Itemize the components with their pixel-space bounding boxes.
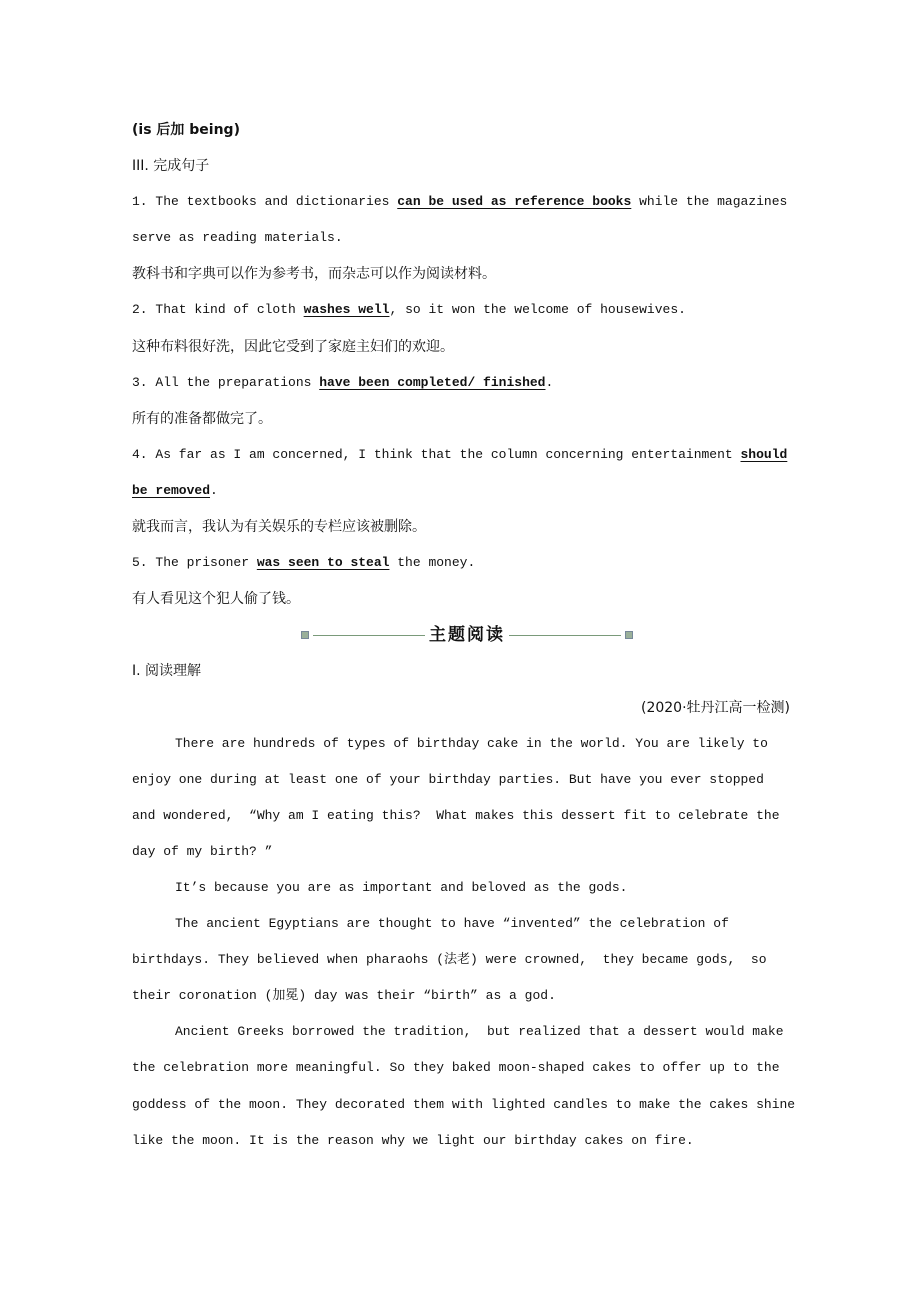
divider (509, 635, 621, 636)
answer: should (740, 446, 788, 462)
answer: can be used as reference books (397, 194, 632, 210)
text: . (210, 482, 218, 498)
text: the money. (389, 555, 476, 571)
passage-line: birthdays. They believed when pharaohs (法老) were crowned, they became gods, so (132, 952, 767, 968)
item-4-line-1 (132, 437, 802, 473)
answer: be removed (132, 482, 211, 498)
text: 3. All the preparations (132, 374, 320, 390)
answer: washes well (303, 302, 390, 318)
section-heading: III. 完成句子 (132, 158, 210, 175)
passage-line: enjoy one during at least one of your birthday parties. But have you ever stopped (132, 771, 764, 787)
divider (313, 635, 425, 636)
item-3-translation: 所有的准备都做完了。 (132, 410, 272, 427)
item-3 (132, 365, 802, 401)
banner-title: 主题阅读 (429, 625, 505, 646)
reading-heading: Ⅰ. 阅读理解 (132, 663, 202, 680)
text: 1. The textbooks and dictionaries (132, 194, 398, 210)
passage-line: It’s because you are as important and beloved as the gods. (175, 879, 628, 895)
section-banner (132, 617, 802, 653)
answer: was seen to steal (256, 555, 390, 571)
text: while the magazines (631, 194, 788, 210)
item-5 (132, 545, 802, 581)
passage-line: and wondered, “Why am I eating this? What makes this dessert fit to celebrate the (132, 807, 780, 823)
passage-line: day of my birth? ” (132, 843, 273, 859)
item-4-translation: 就我而言，我认为有关娱乐的专栏应该被删除。 (132, 519, 426, 536)
passage-line: Ancient Greeks borrowed the tradition, but realized that a dessert would make (175, 1024, 784, 1040)
text: 5. The prisoner (132, 555, 257, 571)
note: (is 后加 being) (132, 122, 240, 138)
passage-line: goddess of the moon. They decorated them with lighted candles to make the cakes shine (132, 1096, 796, 1112)
item-1-line-1 (132, 184, 802, 220)
passage-line: like the moon. It is the reason why we light our birthday cakes on fire. (132, 1132, 694, 1148)
item-2 (132, 292, 802, 328)
text: 4. As far as I am concerned, I think that the column concerning entertainment (132, 446, 741, 462)
ornament-icon (301, 631, 309, 639)
item-5-translation: 有人看见这个犯人偷了钱。 (132, 591, 300, 608)
text: 2. That kind of cloth (132, 302, 304, 318)
passage-line: the celebration more meaningful. So they baked moon-shaped cakes to offer up to the (132, 1060, 780, 1076)
passage-line: The ancient Egyptians are thought to have “invented” the celebration of (175, 916, 729, 932)
text: , so it won the welcome of housewives. (389, 302, 686, 318)
source-note: (2020·牡丹江高一检测) (640, 699, 790, 716)
document-page (132, 112, 802, 1159)
item-1-line-2: serve as reading materials. (132, 230, 343, 246)
ornament-icon (625, 631, 633, 639)
passage-line: There are hundreds of types of birthday cake in the world. You are likely to (175, 735, 768, 751)
passage-line: their coronation (加冕) day was their “birth” as a god. (132, 988, 556, 1004)
item-4-line-2 (132, 473, 802, 509)
answer: have been completed/ finished (319, 374, 546, 390)
text: . (545, 374, 554, 390)
item-2-translation: 这种布料很好洗，因此它受到了家庭主妇们的欢迎。 (132, 338, 454, 355)
item-1-translation: 教科书和字典可以作为参考书，而杂志可以作为阅读材料。 (132, 266, 496, 283)
